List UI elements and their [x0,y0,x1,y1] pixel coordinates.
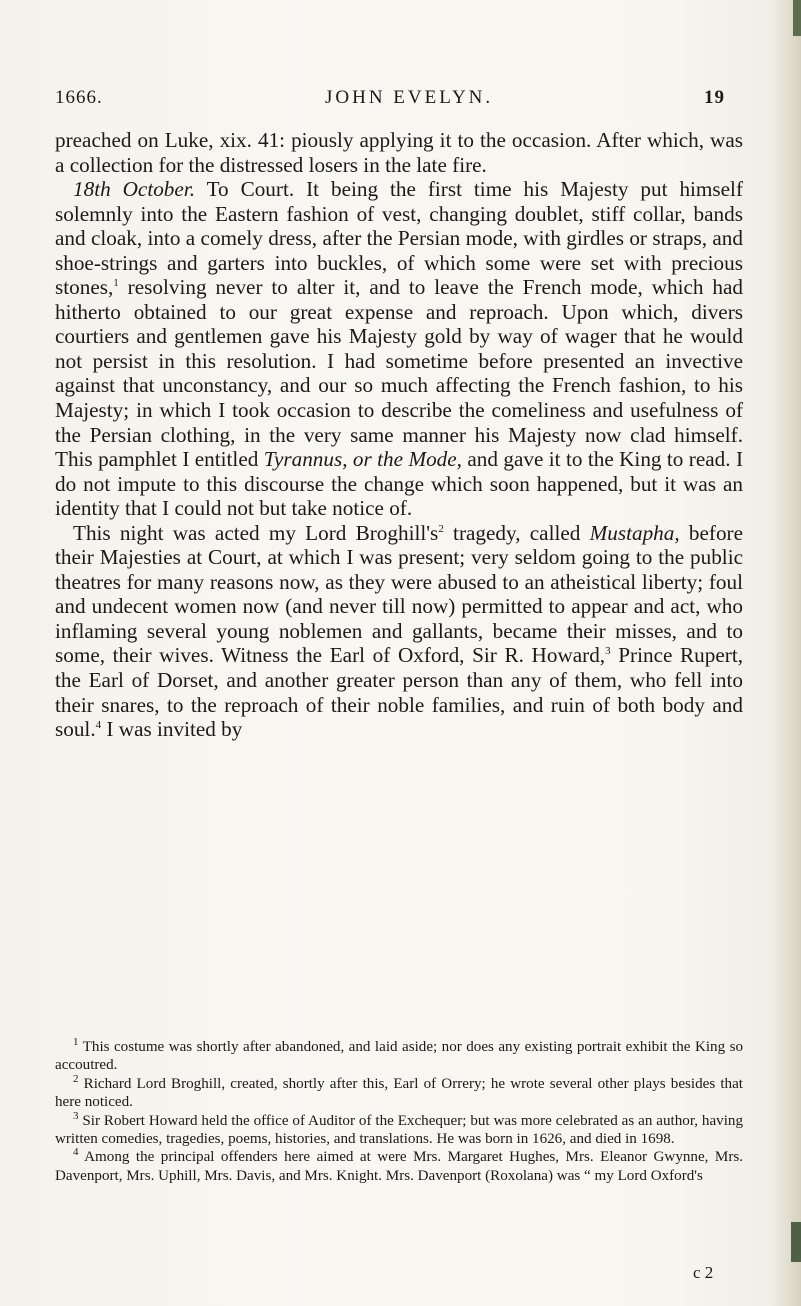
signature-mark: c 2 [693,1263,714,1282]
footnote-ref-2[interactable]: 2 [438,522,444,535]
paragraph-3-text-a: This night was acted my Lord Broghill's [73,520,439,545]
footnote-text: Sir Robert Howard held the office of Auditor of the Exchequer; but was more celebrated as an author, having written comedies, tragedies, poems, histories, and translations. He was born in 1626, and died in 1698. [55,1112,743,1148]
paragraph-2-text-c: and gave it to the King to read. I do not impute to this discourse the change which soon happened, but it was an identity that I could not but take notice of. [55,447,744,521]
edge-marker-top [793,0,801,36]
header-year: 1666. [55,87,103,108]
footnote-text: Among the principal offenders here aimed at were Mrs. Margaret Hughes, Mrs. Eleanor Gwynne, Mrs. Davenport, Mrs. Uphill, Mrs. Davis, and Mrs. Knight. Mrs. Davenport (Roxolana) was “ my Lord Oxford's [55,1149,743,1184]
footnote-3 [55,1109,743,1149]
paragraph-3-text-c: before their Majesties at Court, at which I was present; very seldom going to the public theatres for many reasons now, as they were abused to an atheistical liberty; foul and undecent women now (and never till now) permitted to appear and act, who inflaming several young noblemen and gallants, became their misses, and to some, their wives. Witness the Earl of Oxford, Sir R. Howard, [55,520,743,668]
footnote-mark: 3 [73,1109,79,1122]
footnote-1 [55,1035,743,1075]
page-edge-shadow [771,0,801,1306]
footnote-mark: 1 [73,1035,79,1048]
paragraph-2-text-a: To Court. It being the first time his Majesty put himself solemnly into the Eastern fashion of vest, changing doublet, stiff collar, bands and cloak, into a comely dress, after the Persian mode, with girdles or straps, and shoe-strings and garters into buckles, of which some were set with precious stones, [55,177,743,300]
tragedy-title: Mustapha, [589,520,680,545]
edge-marker-bottom [791,1222,801,1262]
paragraph-3-text-d: Prince Rupert, the Earl of Dorset, and another greater person than any of them, who fell into their snares, to the reproach of their noble families, and ruin of both body and soul. [55,643,743,742]
footnote-mark: 4 [73,1146,79,1159]
running-header [55,87,745,115]
paragraph-3-text-b: tragedy, called [443,520,590,545]
paragraph-1: preached on Luke, xix. 41: piously applying it to the occasion. After which, was a collection for the distressed losers in the late fire. [55,128,743,177]
pamphlet-title: Tyrannus, or the Mode, [263,447,462,472]
footnote-mark: 2 [73,1072,79,1085]
paragraph-2-text-b: resolving never to alter it, and to leave the French mode, which had hitherto obtained to our great expense and reproach. Upon which, divers courtiers and gentlemen gave his Majesty gold by way of wager that he would not persist in this resolution. I had sometime before presented an invective against that unconstancy, and our so much affecting the French fashion, to his Majesty; in which I took occasion to describe the comeliness and usefulness of the Persian clothing, in the very same manner his Majesty now clad himself. This pamphlet I entitled [55,275,743,472]
header-title: JOHN EVELYN. [325,87,494,108]
footnote-text: Richard Lord Broghill, created, shortly after this, Earl of Orrery; he wrote several other plays besides that here noticed. [55,1075,743,1111]
page-number: 19 [704,87,725,108]
paragraph-3-text-e: I was invited by [101,717,243,742]
paragraph-2 [55,177,743,521]
main-text [55,128,743,742]
footnote-ref-4[interactable]: 4 [95,719,102,732]
footnote-ref-1[interactable]: 1 [113,277,119,290]
footnote-4 [55,1148,743,1185]
footnotes [55,1035,743,1185]
paragraph-3 [55,521,743,742]
entry-date: 18th October. [73,177,195,202]
footnote-text: This costume was shortly after abandoned, and laid aside; nor does any existing portrait exhibit the King so accoutred. [55,1039,743,1074]
footnote-2 [55,1072,743,1112]
footnote-ref-3[interactable]: 3 [605,645,611,658]
